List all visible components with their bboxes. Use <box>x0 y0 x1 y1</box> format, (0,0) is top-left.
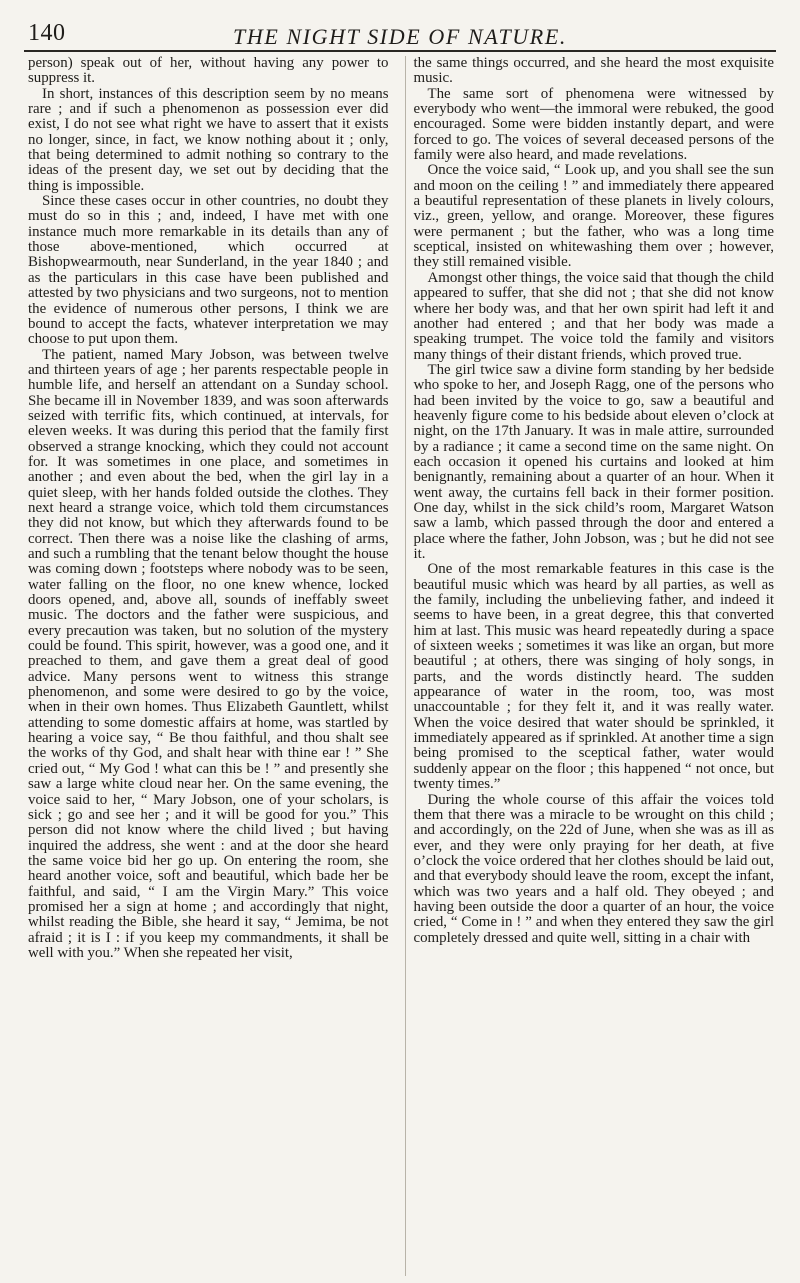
paragraph: During the whole course of this affair the voices told them that there was a miracle to be wrought on this child ; and accordingly, on the 22d of June, when she was as ill as ever, and they were only praying for her death, at five o’clock the voice ordered that her clothes should be laid out, and that everybody should leave the room, except the infant, which was two years and a half old. They obeyed ; and having been outside the door a quarter of an hour, the voice cried, “ Come in ! ” and when they entered they saw the girl completely dressed and quite well, sitting in a chair with <box>413 791 774 946</box>
page-number: 140 <box>28 20 66 46</box>
paragraph: The patient, named Mary Jobson, was between twelve and thirteen years of age ; her parents respectable people in humble life, and herself an attendant on a Sunday school. She became ill in November 1839, and was soon afterwards seized with terrific fits, which continued, at intervals, for eleven weeks. It was during this period that the family first observed a strange knocking, which they could not account for. It was sometimes in one place, and sometimes in another ; and even about the bed, when the girl lay in a quiet sleep, with her hands folded outside the clothes. They next heard a strange voice, which told them circumstances they did not know, but which they afterwards found to be correct. Then there was a noise like the clashing of arms, and such a rumbling that the tenant below thought the house was coming down ; footsteps where nobody was to be seen, water falling on the floor, no one knew whence, locked doors opened, and, above all, sounds of ineffably sweet music. The doctors and the father were suspicious, and every precaution was taken, but no solution of the mystery could be found. This spirit, however, was a good one, and it preached to them, and gave them a great deal of good advice. Many persons went to witness this strange phenomenon, and some were desired to go by the voice, when in their own homes. Thus Elizabeth Gauntlett, whilst attending to some domestic affairs at home, was startled by hearing a voice say, “ Be thou faithful, and thou shalt see the works of thy God, and shalt hear with thine ear ! ” She cried out, “ My God ! what can this be ! ” and presently she saw a large white cloud near her. On the same evening, the voice said to her, “ Mary Jobson, one of your scholars, is sick ; go and see her ; and it will be good for you.” This person did not know where the child lived ; but having inquired the address, she went : and at the door she heard the same voice bid her go up. On entering the room, she heard another voice, soft and beautiful, which bade her be faithful, and said, “ I am the Virgin Mary.” This voice promised her a sign at home ; and accordingly that night, whilst reading the Bible, she heard it say, “ Jemima, be not afraid ; it is I : if you keep my commandments, it shall be well with you.” When she repeated her visit, <box>28 346 389 961</box>
paragraph: One of the most remarkable features in this case is the beautiful music which was heard by all parties, as well as the family, including the unbelieving father, and indeed it seems to have been, in a great degree, this that converted him at last. This music was heard repeatedly during a space of sixteen weeks ; sometimes it was like an organ, but more beautiful ; at others, there was singing of holy songs, in parts, and the words distinctly heard. The sudden appearance of water in the room, too, was most unaccountable ; for they felt it, and it was really water. When the voice desired that water should be sprinkled, it immediately appeared as if sprinkled. At another time a sign being promised to the sceptical father, water would suddenly appear on the floor ; this happened “ not once, but twenty times.” <box>413 561 774 793</box>
paragraph: the same things occurred, and she heard the most exquisite music. <box>413 55 774 87</box>
left-column <box>28 56 389 1276</box>
paragraph: Amongst other things, the voice said that though the child appeared to suffer, that she did not ; that she did not know where her body was, and that her own spirit had left it and another had entered ; and that her body was made a speaking trumpet. The voice told the family and visitors many things of their distant friends, which proved true. <box>413 269 774 363</box>
paragraph: person) speak out of her, without having any power to suppress it. <box>28 55 389 87</box>
paragraph: In short, instances of this description seem by no means rare ; and if such a phenomenon as possession ever did exist, I do not see what right we have to assert that it exists no longer, since, in fact, we know nothing about it ; only, that being determined to admit nothing so contrary to the ideas of the present day, we set out by deciding that the thing is impossible. <box>28 85 389 194</box>
header-rule <box>24 50 776 52</box>
paragraph: Since these cases occur in other countries, no doubt they must do so in this ; and, indeed, I have met with one instance much more remarkable in its details than any of those above-mentioned, which occurred at Bishopwearmouth, near Sunderland, in the year 1840 ; and as the particulars in this case have been published and attested by two physicians and two surgeons, not to mention the evidence of numerous other persons, I think we are bound to accept the facts, whatever interpretation we may choose to put upon them. <box>28 193 389 348</box>
running-head: THE NIGHT SIDE OF NATURE. <box>233 24 567 49</box>
page-header <box>0 12 800 52</box>
paragraph: The girl twice saw a divine form standing by her bedside who spoke to her, and Joseph Ragg, one of the persons who had been invited by the voice to go, saw a beautiful and heavenly figure come to his bedside about eleven o’clock at night, on the 17th January. It was in male attire, surrounded by a radiance ; it came a second time on the same night. On each occasion it opened his curtains and looked at him benignantly, remaining about a quarter of an hour. When it went away, the curtains fell back in their former position. One day, whilst in the sick child’s room, Margaret Watson saw a lamb, which passed through the door and entered a place where the father, John Jobson, was ; but he did not see it. <box>413 361 774 562</box>
right-column <box>405 56 775 1276</box>
paragraph: Once the voice said, “ Look up, and you shall see the sun and moon on the ceiling ! ” and immediately there appeared a beautiful representation of these planets in lively colours, viz., green, yellow, and orange. Moreover, these figures were permanent ; but the father, who was a long time sceptical, insisted on whitewashing them over ; however, they still remained visible. <box>413 162 774 271</box>
text-columns <box>28 56 774 1276</box>
paragraph: The same sort of phenomena were witnessed by everybody who went—the immoral were rebuked, the good encouraged. Some were bidden instantly depart, and were forced to go. The voices of several deceased persons of the family were also heard, and made revelations. <box>413 85 774 164</box>
